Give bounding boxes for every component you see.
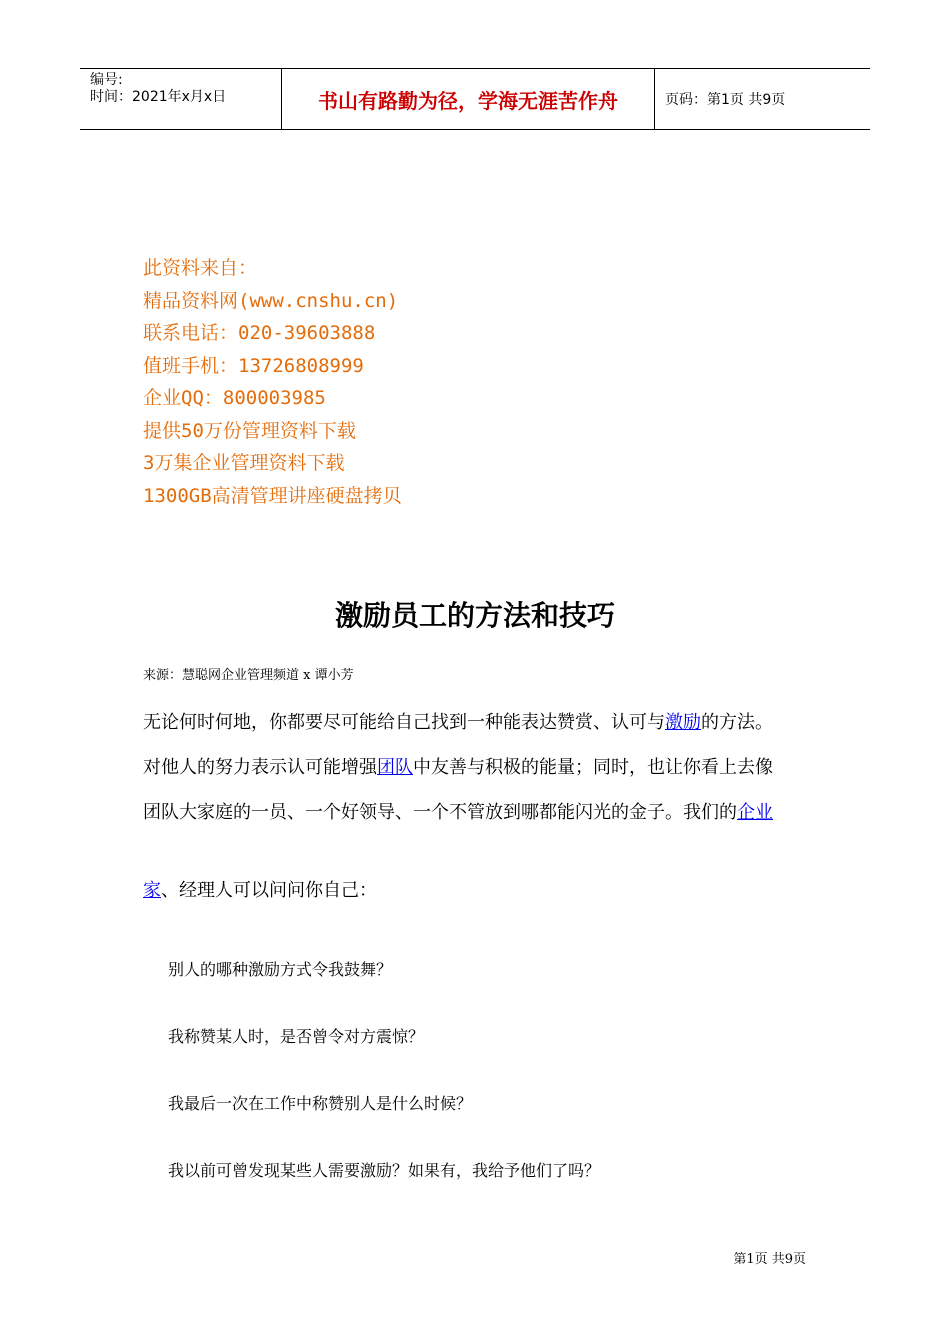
header-motto: 书山有路勤为径，学海无涯苦作舟 — [282, 69, 655, 129]
ad-line: 1300GB高清管理讲座硬盘拷贝 — [143, 484, 402, 507]
ad-line: 值班手机：13726808999 — [143, 354, 364, 377]
link-incentive[interactable]: 激励 — [665, 712, 701, 733]
text-run: 中友善与积极的能量；同时，也让你看上去像 — [413, 757, 773, 778]
page-header — [80, 68, 870, 130]
text-run: 、经理人可以问问你自己： — [161, 880, 377, 901]
question: 我以前可曾发现某些人需要激励？如果有，我给予他们了吗？ — [168, 1161, 601, 1180]
text-run: 对他人的努力表示认可能增强 — [143, 757, 377, 778]
date-label: 时间：2021年x月x日 — [90, 89, 227, 105]
paragraph-line — [143, 876, 823, 902]
ad-line: 提供50万份管理资料下载 — [143, 419, 356, 442]
text-run: 团队大家庭的一员、一个好领导、一个不管放到哪都能闪光的金子。我们的 — [143, 802, 737, 823]
ad-block — [143, 252, 402, 512]
link-enterprise-cont[interactable]: 家 — [143, 880, 161, 901]
text-run: 的方法。 — [701, 712, 773, 733]
page-footer: 第1页 共9页 — [733, 1252, 806, 1267]
paragraph-line — [143, 753, 823, 779]
link-enterprise[interactable]: 企业 — [737, 802, 773, 823]
ad-line: 此资料来自： — [143, 257, 258, 279]
ad-line: 3万集企业管理资料下载 — [143, 452, 345, 474]
question: 我最后一次在工作中称赞别人是什么时候？ — [168, 1094, 473, 1113]
ad-line: 企业QQ：800003985 — [143, 387, 326, 409]
article-source: 来源：慧聪网企业管理频道 x 谭小芳 — [143, 668, 354, 683]
text-run: 无论何时何地，你都要尽可能给自己找到一种能表达赞赏、认可与 — [143, 712, 665, 733]
header-meta — [80, 69, 282, 129]
header-page-info: 页码：第1页 共9页 — [665, 92, 786, 108]
paragraph-line — [143, 708, 823, 734]
paragraph-line — [143, 798, 823, 824]
question: 我称赞某人时，是否曾令对方震惊？ — [168, 1027, 425, 1046]
ad-line: 联系电话：020-39603888 — [143, 322, 376, 344]
number-label: 编号: — [90, 72, 123, 88]
article-title: 激励员工的方法和技巧 — [334, 599, 615, 632]
question: 别人的哪种激励方式令我鼓舞？ — [168, 960, 393, 979]
link-team[interactable]: 团队 — [377, 757, 413, 778]
ad-line: 精品资料网(www.cnshu.cn) — [143, 289, 399, 312]
